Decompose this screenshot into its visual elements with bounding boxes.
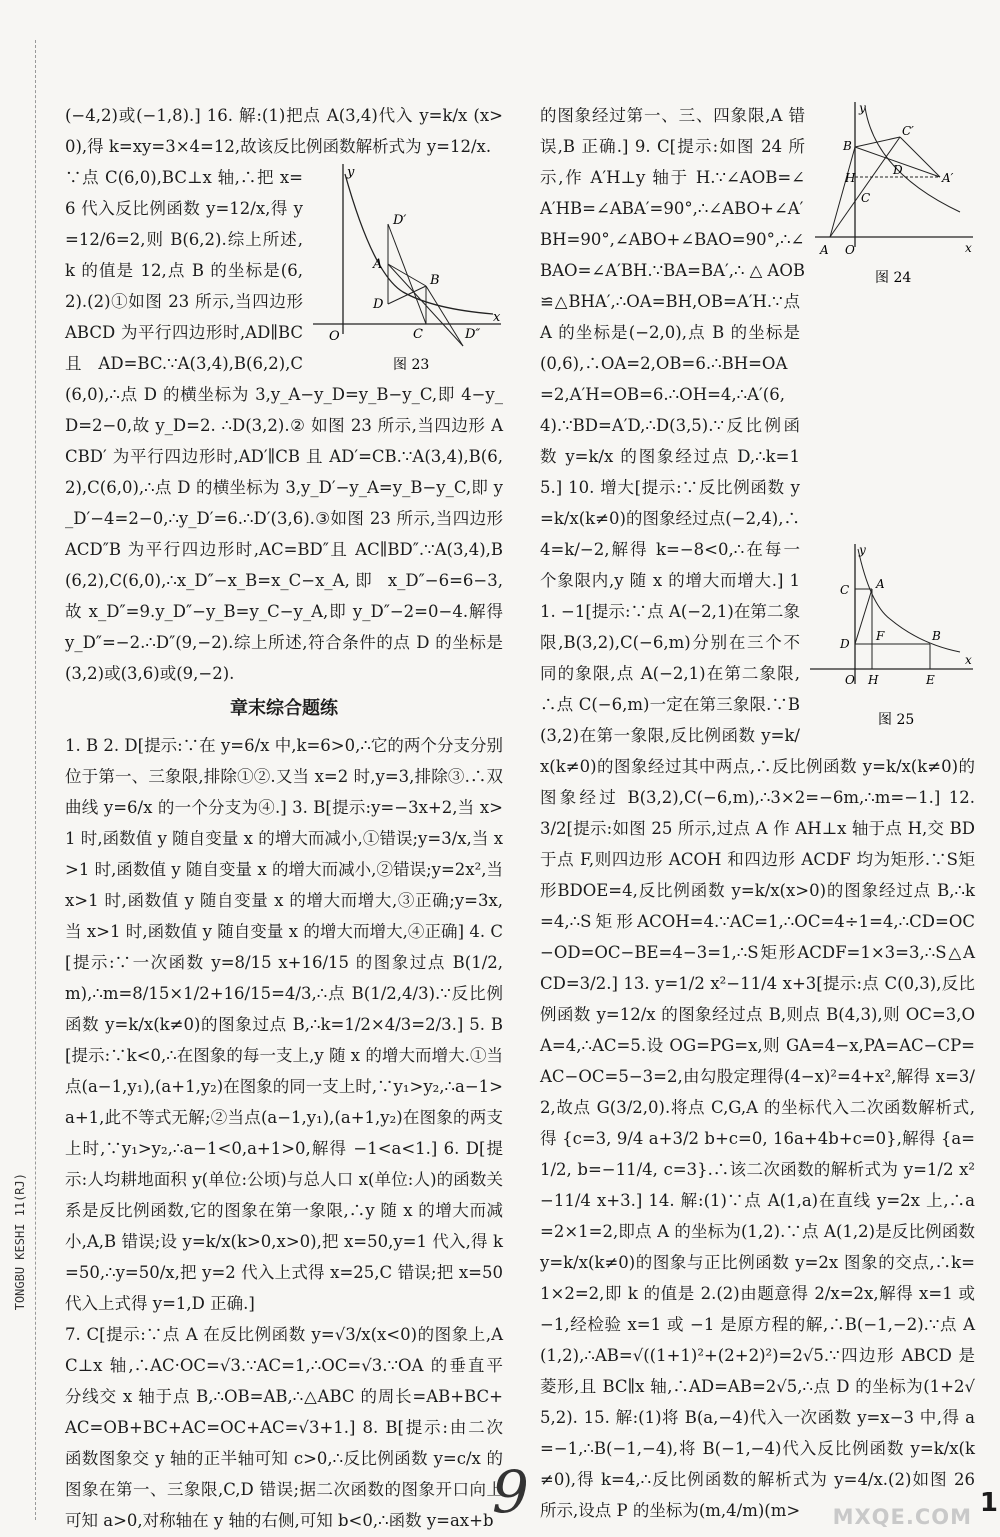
page-number: 1	[979, 1488, 998, 1518]
fig25-label-h: H	[868, 673, 879, 687]
fig23-label-a: A	[373, 257, 383, 272]
fig25-label-x: x	[965, 653, 972, 667]
right-paragraph: 的图象经过第一、三、四象限,A 错误,B 正确.] 9. C[提示:如图 24 所示,作 A′H⊥y 轴于 H.∵∠AOB=∠A′HB=∠ABA′=90°,∴∠ABO+∠A′BH=90°,∠ABO+∠BAO=90°,∴∠BAO=∠A′BH.∵BA=BA′,∴△AOB≌△BHA′,∴OA=BH,OB=A′H.∵点 A 的坐标是(−2,0),点 B 的坐标是(0,6),∴OA=2,OB=6.∴BH=OA=2,A′H=OB=6.∴OH=4,∴A′(6,4).∵BD=A′D,∴D(3,5).∵反比例函数 y=k/x 的图象经过点 D,∴k=15.] 10. 增大[提示:∵反比例函数 y=k/x(k≠0)的图象经过点(−2,4),∴4=k/−2,解得 k=−8<0,∴在每一个象限内,y 随 x 的增大而增大.] 11. −1[提示:∵点 A(−2,1)在第二象限,B(3,2),C(−6,m)分别在三个不同的象限,点 A(−2,1)在第二象限,∴点 C(−6,m)一定在第三象限.∵B(3,2)在第一象限,反比例函数 y=k/x(k≠0)的图象经过其中两点,∴反比例函数 y=k/x(k≠0)的图象经过 B(3,2),C(−6,m),∴3×2=−6m,∴m=−1.] 12. 3/2[提示:如图 25 所示,过点 A 作 AH⊥x 轴于点 H,交 BD 于点 F,则四边形 ACOH 和四边形 ACDF 均为矩形.∵S矩形BDOE=4,反比例函数 y=k/x(x>0)的图象经过点 B,∴k=4,∴S矩形ACOH=4.∵AC=1,∴OC=4÷1=4,∴CD=OC−OD=OC−BE=4−3=1,∴S矩形ACDF=1×3=3,∴S△ACD=3/2.] 13. y=1/2 x²−11/4 x+3[提示:点 C(0,3),反比例函数 y=12/x 的图象经过点 B,则点 B(4,3),则 OC=3,OA=4,∴AC=5.设 OG=PG=x,则 GA=4−x,PA=AC−CP=AC−OC=5−3=2,由勾股定理得(4−x)²=4+x²,解得 x=3/2,故点 G(3/2,0).将点 C,G,A 的坐标代入二次函数解析式,得 {c=3, 9/4 a+3/2 b+c=0, 16a+4b+c=0},解得 {a=1/2, b=−11/4, c=3}.∴该二次函数的解析式为 y=1/2 x²−11/4 x+3.] 14. 解:(1)∵点 A(1,a)在直线 y=2x 上,∴a=2×1=2,即点 A 的坐标为(1,2).∵点 A(1,2)是反比例函数 y=k/x(k≠0)的图象与正比例函数 y=2x 图象的交点,∴k=1×2=2,即 k 的值是 2.(2)由题意得 2/x=2x,解得 x=1 或 −1,经检验 x=1 或 −1 是原方程的解,∴B(−1,−2).∵点 A(1,2),∴AB=√((1+1)²+(2+2)²)=2√5.∵四边形 ABCD 是菱形,且 BC∥x 轴,∴AD=AB=2√5,∴点 D 的坐标为(1+2√5,2). 15. 解:(1)将 B(a,−4)代入一次函数 y=x−3 中,得 a=−1,∴B(−1,−4),将 B(−1,−4)代入反比例函数 y=k/x(k≠0),得 k=4,∴反比例函数的解析式为 y=4/x.(2)如图 26 所示,设点 P 的坐标为(m,4/m)(m>	[540, 106, 975, 1520]
fig24-label-b: B	[843, 139, 852, 153]
left-paragraph: ∵点 C(6,0),BC⊥x 轴,∴把 x=6 代入反比例函数 y=12/x,得 y=12/6=2,则 B(6,2).综上所述,k 的值是 12,点 B 的坐标是(6,2).(2)①如图 23 所示,当四边形 ABCD 为平行四边形时,AD∥BC 且 AD=BC.∵A(3,4),B(6,2),C(6,0),∴点 D 的横坐标为 3,y_A−y_D=y_B−y_C,即 4−y_D=2−0,故 y_D=2.	[65, 168, 503, 435]
sidebar-text: TONGBU KESHI 11(RJ)	[13, 1172, 27, 1310]
fig24-label-c: C	[861, 191, 871, 205]
fig24-label-a: A	[820, 243, 829, 257]
fig24-label-aprime: A′	[942, 171, 954, 185]
fig24-label-h: H	[845, 171, 856, 185]
fig25-label-b: B	[932, 629, 941, 643]
fig23-label-c: C	[413, 327, 423, 342]
figure-25	[810, 544, 975, 734]
fig23-label-y: y	[347, 165, 355, 180]
fig25-label-o: O	[845, 673, 855, 687]
left-paragraph: (−4,2)或(−1,8).] 16. 解:(1)把点 A(3,4)代入 y=k/x (x>0),得 k=xy=3×4=12,故该反比例函数解析式为 y=12/x.	[65, 106, 503, 156]
fig25-caption: 图 25	[878, 712, 915, 728]
fig25-label-a: A	[876, 577, 885, 591]
binding-margin	[5, 40, 36, 1520]
left-paragraph: 1. B 2. D[提示:∵在 y=6/x 中,k=6>0,∴它的两个分支分别位于第一、三象限,排除①②.又当 x=2 时,y=3,排除③.∴双曲线 y=6/x 的一个分支为④.] 3. B[提示:y=−3x+2,当 x>1 时,函数值 y 随自变量 x 的增大而减小,①错误;y=3/x,当 x>1 时,函数值 y 随自变量 x 的增大而减小,②错误;y=2x²,当 x>1 时,函数值 y 随自变量 x 的增大而增大,③正确;y=3x,当 x>1 时,函数值 y 随自变量 x 的增大而增大,④正确] 4. C[提示:∵一次函数 y=8/15 x+16/15 的图象过点 B(1/2,m),∴m=8/15×1/2+16/15=4/3,∴点 B(1/2,4/3).∵反比例函数 y=k/x(k≠0)的图象过点 B,∴k=1/2×4/3=2/3.] 5. B[提示:∵k<0,∴在图象的每一支上,y 随 x 的增大而增大.①当点(a−1,y₁),(a+1,y₂)在图象的同一支上时,∵y₁>y₂,∴a−1>a+1,此不等式无解;②当点(a−1,y₁),(a+1,y₂)在图象的两支上时,∵y₁>y₂,∴a−1<0,a+1>0,解得 −1<a<1.] 6. D[提示:人均耕地面积 y(单位:公顷)与总人口 x(单位:人)的函数关系是反比例函数,它的图象在第一象限,∴y 随 x 的增大而减小,A,B 错误;设 y=k/x(k>0,x>0),把 x=50,y=1 代入,得 k=50,∴y=50/x,把 y=2 代入上式得 x=25,C 错误;把 x=50 代入上式得 y=1,D 正确.]	[65, 736, 503, 1313]
left-paragraph: 7. C[提示:∵点 A 在反比例函数 y=√3/x(x<0)的图象上,AC⊥x 轴,∴AC·OC=√3.∵AC=1,∴OC=√3.∵OA 的垂直平分线交 x 轴于点 B,∴OB=AB,∴△ABC 的周长=AB+BC+AC=OB+BC+AC=OC+AC=√3+1.] 8. B[提示:由二次函数图象交 y 轴的正半轴可知 c>0,∴反比例函数 y=c/x 的图象在第一、三象限,C,D 错误;据二次函数的图象开口向上可知 a>0,对称轴在 y 轴的右侧,可知 b<0,∴函数 y=ax+b	[65, 1325, 503, 1530]
fig23-label-x: x	[493, 310, 501, 325]
left-paragraph: ∴D(3,2).② 如图 23 所示,当四边形 ACBD′ 为平行四边形时,AD′∥CB 且 AD′=CB.∵A(3,4),B(6,2),C(6,0),∴点 D 的横坐标为 3,y_D′−y_A=y_B−y_C,即 y_D′−4=2−0,∴y_D′=6.∴D′(3,6).③如图 23 所示,当四边形 ACD″B 为平行四边形时,AC=BD″且 AC∥BD″.∵A(3,4),B(6,2),C(6,0),∴x_D″−x_B=x_C−x_A,即 x_D″−6=6−3,故 x_D″=9.y_D″−y_B=y_C−y_A,即 y_D″−2=0−4.解得 y_D″=−2.∴D″(9,−2).综上所述,符合条件的点 D 的坐标是(3,2)或(3,6)或(9,−2).	[65, 416, 503, 683]
handwritten-mark: 9	[492, 1458, 529, 1526]
fig23-label-ddprime: D″	[465, 327, 481, 342]
fig23-label-d: D	[373, 297, 384, 312]
right-column	[540, 100, 975, 1526]
fig24-label-y: y	[859, 102, 866, 115]
figure-23	[313, 164, 503, 374]
figure-24	[815, 102, 975, 292]
watermark-text: MXQE.COM	[832, 1505, 972, 1529]
watermark-logo	[802, 1465, 992, 1535]
fig25-label-d: D	[840, 637, 850, 651]
fig23-caption: 图 23	[393, 357, 430, 373]
fig24-label-x: x	[965, 241, 972, 255]
fig24-label-d: D	[893, 163, 903, 177]
fig23-label-b: B	[430, 273, 440, 288]
section-title: 章末综合题练	[230, 698, 338, 719]
fig25-label-c: C	[840, 583, 850, 597]
fig24-caption: 图 24	[875, 270, 912, 286]
fig23-label-dprime: D′	[393, 213, 407, 228]
fig24-label-cprime: C′	[902, 124, 914, 138]
fig23-label-o: O	[329, 329, 340, 344]
left-paragraph	[65, 162, 503, 689]
fig25-label-f: F	[876, 629, 885, 643]
fig24-label-o: O	[845, 243, 855, 257]
left-column	[65, 100, 503, 1536]
fig25-label-y: y	[859, 544, 866, 557]
fig25-label-e: E	[926, 673, 935, 687]
